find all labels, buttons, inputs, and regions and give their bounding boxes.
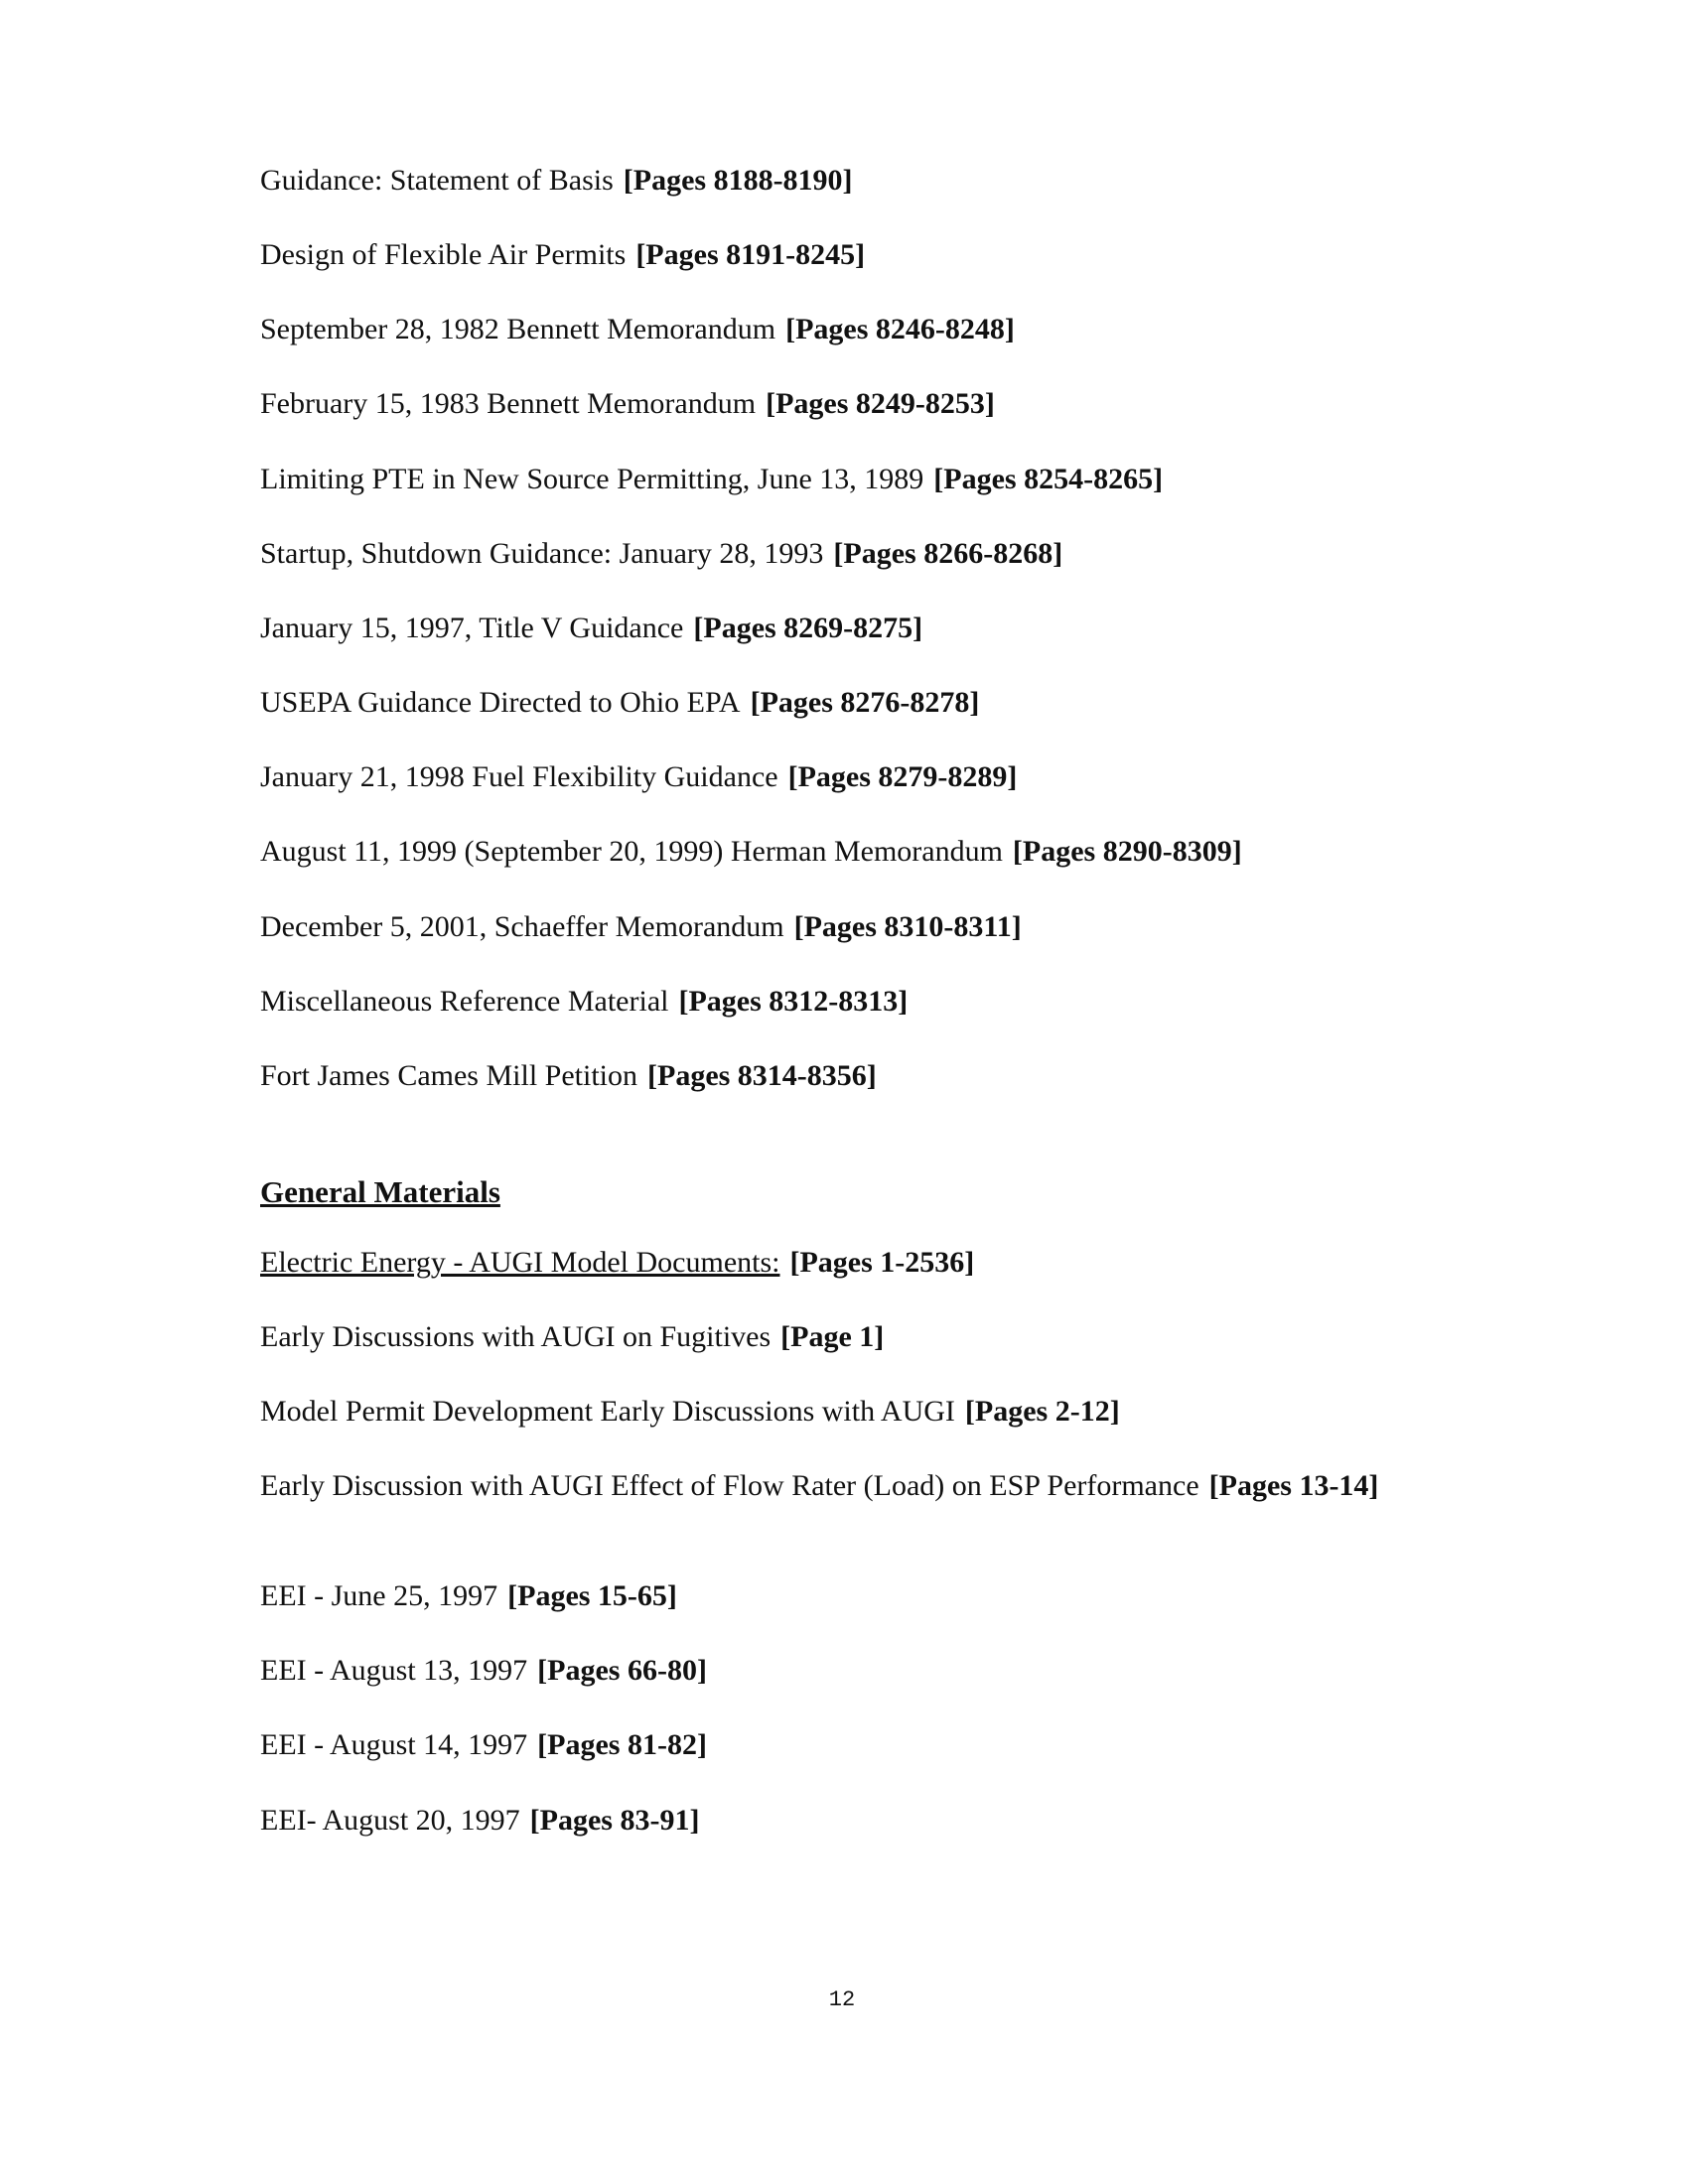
entry-title: January 15, 1997, Title V Guidance bbox=[260, 612, 684, 644]
list-item bbox=[260, 1058, 877, 1094]
entry-title: EEI - June 25, 1997 bbox=[260, 1579, 498, 1612]
entry-title: Early Discussion with AUGI Effect of Flow Rater (Load) on ESP Performance bbox=[260, 1469, 1199, 1502]
entry-title: December 5, 2001, Schaeffer Memorandum bbox=[260, 910, 784, 943]
page-reference: [Page 1] bbox=[780, 1320, 885, 1353]
list-item bbox=[260, 685, 979, 721]
page-number: 12 bbox=[828, 1987, 856, 2012]
list-item bbox=[260, 759, 1017, 795]
entry-title: Early Discussions with AUGI on Fugitives bbox=[260, 1320, 772, 1353]
page-reference: [Pages 2-12] bbox=[964, 1395, 1120, 1428]
list-item bbox=[260, 909, 1022, 945]
page-reference: [Pages 8310-8311] bbox=[793, 910, 1022, 943]
list-item bbox=[260, 462, 1163, 497]
list-item bbox=[260, 1578, 677, 1614]
list-item bbox=[260, 386, 995, 422]
page-reference: [Pages 8312-8313] bbox=[678, 985, 909, 1018]
entry-title: Fort James Cames Mill Petition bbox=[260, 1059, 637, 1092]
entry-title: EEI - August 14, 1997 bbox=[260, 1728, 528, 1761]
page-reference: [Pages 8269-8275] bbox=[693, 612, 923, 644]
page-reference: [Pages 8249-8253] bbox=[766, 387, 995, 420]
list-item bbox=[260, 611, 922, 646]
entry-title: January 21, 1998 Fuel Flexibility Guidance bbox=[260, 760, 778, 793]
list-item bbox=[260, 1319, 884, 1355]
page-reference: [Pages 8290-8309] bbox=[1012, 835, 1242, 868]
list-item bbox=[260, 312, 1015, 347]
page-reference: [Pages 83-91] bbox=[529, 1804, 700, 1837]
entry-title: Miscellaneous Reference Material bbox=[260, 985, 669, 1018]
page-reference: [Pages 8276-8278] bbox=[750, 686, 980, 719]
page-reference: [Pages 1-2536] bbox=[789, 1246, 975, 1279]
list-item bbox=[260, 1803, 699, 1839]
entry-title: February 15, 1983 Bennett Memorandum bbox=[260, 387, 757, 420]
list-item bbox=[260, 1653, 707, 1689]
list-item bbox=[260, 237, 865, 273]
entry-title: Design of Flexible Air Permits bbox=[260, 238, 627, 271]
entry-title: September 28, 1982 Bennett Memorandum bbox=[260, 313, 776, 345]
page-reference: [Pages 15-65] bbox=[507, 1579, 677, 1612]
entry-title: USEPA Guidance Directed to Ohio EPA bbox=[260, 686, 741, 719]
list-item bbox=[260, 163, 853, 199]
section-heading: General Materials bbox=[260, 1174, 500, 1209]
subheading bbox=[260, 1245, 974, 1281]
list-item bbox=[260, 1468, 1422, 1504]
page-reference: [Pages 8191-8245] bbox=[635, 238, 866, 271]
entry-title: Guidance: Statement of Basis bbox=[260, 164, 614, 197]
entry-title: EEI- August 20, 1997 bbox=[260, 1804, 520, 1837]
page-reference: [Pages 8314-8356] bbox=[647, 1059, 877, 1092]
page-reference: [Pages 8246-8248] bbox=[785, 313, 1015, 345]
subheading-title: Electric Energy - AUGI Model Documents: bbox=[260, 1246, 780, 1279]
list-item bbox=[260, 536, 1062, 572]
page-reference: [Pages 8266-8268] bbox=[833, 537, 1063, 570]
page-reference: [Pages 8188-8190] bbox=[623, 164, 853, 197]
entry-title: Startup, Shutdown Guidance: January 28, 1993 bbox=[260, 537, 824, 570]
list-item bbox=[260, 834, 1242, 870]
list-item bbox=[260, 984, 908, 1020]
entry-title: August 11, 1999 (September 20, 1999) Herman Memorandum bbox=[260, 835, 1003, 868]
page-reference: [Pages 8254-8265] bbox=[933, 463, 1164, 495]
list-item bbox=[260, 1394, 1120, 1430]
list-item bbox=[260, 1727, 707, 1763]
entry-title: Limiting PTE in New Source Permitting, June 13, 1989 bbox=[260, 463, 924, 495]
entry-title: EEI - August 13, 1997 bbox=[260, 1654, 528, 1687]
entry-title: Model Permit Development Early Discussions with AUGI bbox=[260, 1395, 955, 1428]
page-reference: [Pages 13-14] bbox=[1208, 1469, 1379, 1502]
page-reference: [Pages 66-80] bbox=[537, 1654, 707, 1687]
page-reference: [Pages 8279-8289] bbox=[787, 760, 1018, 793]
page-reference: [Pages 81-82] bbox=[537, 1728, 707, 1761]
